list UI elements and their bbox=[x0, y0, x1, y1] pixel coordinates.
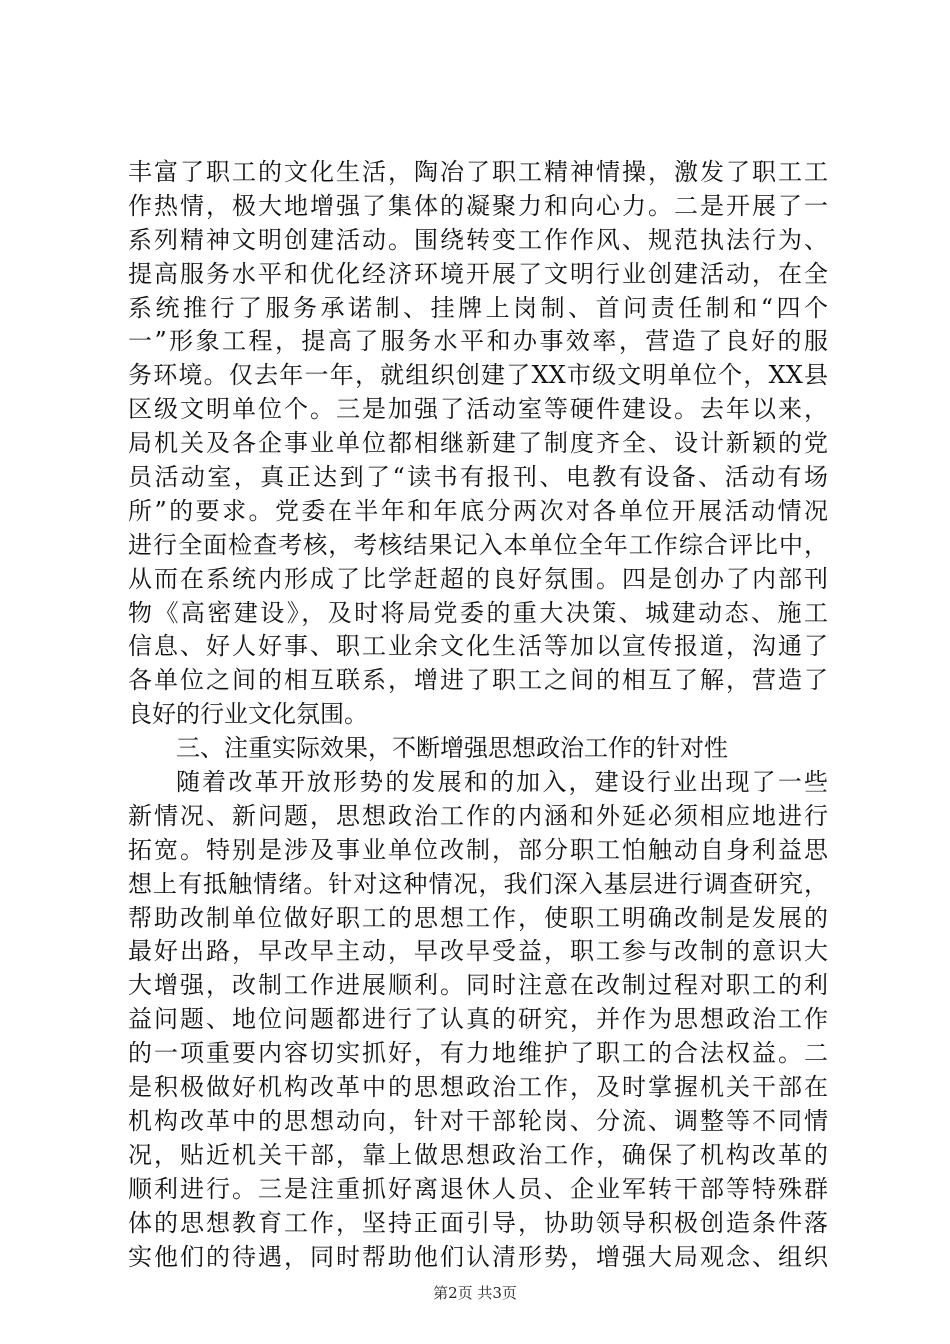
text-line: 实他们的待遇，同时帮助他们认清形势，增强大局观念、组织 bbox=[128, 1242, 828, 1271]
text-line: 顺利进行。三是注重抓好离退休人员、企业军转干部等特殊群 bbox=[128, 1174, 828, 1203]
text-line: 物《高密建设》，及时将局党委的重大决策、城建动态、施工 bbox=[128, 598, 828, 627]
document-body bbox=[128, 156, 828, 1274]
text-line: 体的思想教育工作，坚持正面引导，协助领导积极创造条件落 bbox=[128, 1208, 828, 1237]
text-line: 丰富了职工的文化生活，陶冶了职工精神情操，激发了职工工 bbox=[128, 158, 828, 186]
paragraph-end-line: 良好的行业文化氛围。 bbox=[128, 700, 368, 729]
text-line: 况，贴近机关干部，靠上做思想政治工作，确保了机构改革的 bbox=[128, 1140, 828, 1169]
page-number-footer: 第2页 共3页 bbox=[433, 1284, 517, 1302]
text-line: 信息、好人好事、职工业余文化生活等加以宣传报道，沟通了 bbox=[128, 632, 828, 661]
text-line: 系列精神文明创建活动。围绕转变工作作风、规范执法行为、 bbox=[128, 225, 828, 254]
text-line: 区级文明单位个。三是加强了活动室等硬件建设。去年以来， bbox=[128, 395, 828, 424]
text-line: 新情况、新问题，思想政治工作的内涵和外延必须相应地进行 bbox=[128, 801, 828, 830]
text-line: 一”形象工程，提高了服务水平和办事效率，营造了良好的服 bbox=[128, 327, 828, 356]
text-line: 员活动室，真正达到了“读书有报刊、电教有设备、活动有场 bbox=[128, 463, 828, 492]
text-line: 益问题、地位问题都进行了认真的研究，并作为思想政治工作 bbox=[128, 1005, 828, 1034]
text-line: 局机关及各企事业单位都相继新建了制度齐全、设计新颖的党 bbox=[128, 429, 828, 458]
text-line: 拓宽。特别是涉及事业单位改制，部分职工怕触动自身利益思 bbox=[128, 835, 828, 864]
text-line: 进行全面检查考核，考核结果记入本单位全年工作综合评比中， bbox=[128, 530, 828, 559]
text-line: 所”的要求。党委在半年和年底分两次对各单位开展活动情况 bbox=[128, 496, 828, 525]
text-line: 想上有抵触情绪。针对这种情况，我们深入基层进行调查研究， bbox=[128, 869, 828, 898]
text-line: 系统推行了服务承诺制、挂牌上岗制、首问责任制和“四个 bbox=[128, 293, 828, 322]
text-line: 从而在系统内形成了比学赶超的良好氛围。四是创办了内部刊 bbox=[128, 564, 828, 593]
text-line: 机构改革中的思想动向，针对干部轮岗、分流、调整等不同情 bbox=[128, 1106, 828, 1135]
text-line: 帮助改制单位做好职工的思想工作，使职工明确改制是发展的 bbox=[128, 903, 828, 932]
section-heading: 三、注重实际效果，不断增强思想政治工作的针对性 bbox=[176, 734, 728, 763]
text-line: 务环境。仅去年一年，就组织创建了XX市级文明单位个，XX县 bbox=[128, 361, 828, 390]
text-line: 作热情，极大地增强了集体的凝聚力和向心力。二是开展了一 bbox=[128, 191, 828, 220]
text-line: 提高服务水平和优化经济环境开展了文明行业创建活动，在全 bbox=[128, 259, 828, 288]
paragraph-first-line: 随着改革开放形势的发展和的加入，建设行业出现了一些 bbox=[176, 768, 828, 797]
text-line: 大增强，改制工作进展顺利。同时注意在改制过程对职工的利 bbox=[128, 971, 828, 1000]
text-line: 最好出路，早改早主动，早改早受益，职工参与改制的意识大 bbox=[128, 937, 828, 966]
text-line: 的一项重要内容切实抓好，有力地维护了职工的合法权益。二 bbox=[128, 1039, 828, 1068]
text-line: 是积极做好机构改革中的思想政治工作，及时掌握机关干部在 bbox=[128, 1073, 828, 1102]
text-line: 各单位之间的相互联系，增进了职工之间的相互了解，营造了 bbox=[128, 666, 828, 695]
